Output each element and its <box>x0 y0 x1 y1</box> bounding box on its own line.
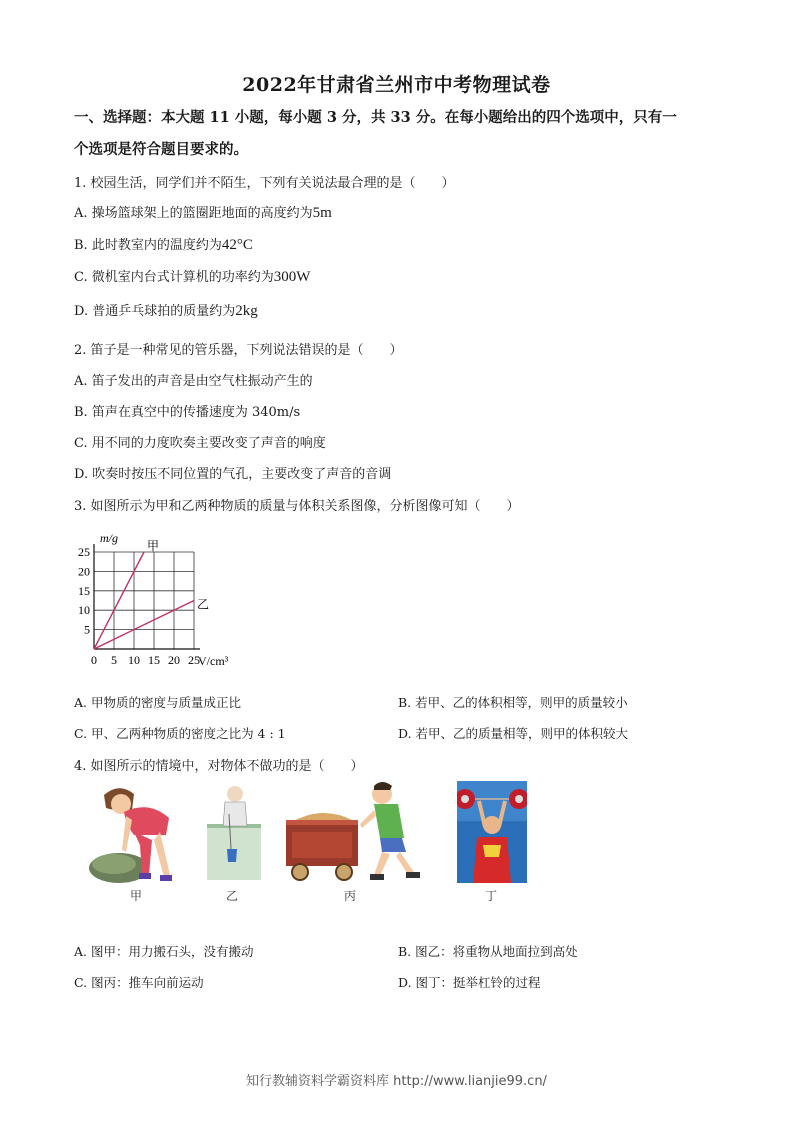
q1-option-a <box>74 202 332 222</box>
chart-y-tick-label: 25 <box>78 545 90 559</box>
q4-figure-ding-photo <box>457 781 527 883</box>
q4-option-b: B. 图乙：将重物从地面拉到高处 <box>398 944 578 959</box>
q4-figure-jia-illustration <box>74 780 184 885</box>
chart-x-tick-label: 15 <box>148 653 160 667</box>
q1-option-d-value: 2kg <box>235 303 258 319</box>
chart-x-axis-label: V/cm³ <box>198 654 229 668</box>
section-heading-line2: 个选项是符合题目要求的。 <box>74 141 248 158</box>
q1-option-b-text: B. 此时教室内的温度约为 <box>74 238 222 253</box>
q1-option-c <box>74 266 310 286</box>
page-title: 2022年甘肃省兰州市中考物理试卷 <box>242 74 551 96</box>
q3-option-d: D. 若甲、乙的质量相等，则甲的体积较大 <box>398 726 629 741</box>
section-heading <box>74 102 724 166</box>
chart-x-tick-label: 0 <box>91 653 97 667</box>
chart-series-label-jia: 甲 <box>147 539 160 553</box>
q3-mass-volume-chart <box>68 525 258 675</box>
q4-option-a: A. 图甲：用力搬石头，没有搬动 <box>74 944 254 959</box>
q2-stem: 2. 笛子是一种常见的管乐器，下列说法错误的是（ ） <box>74 343 403 358</box>
q4-figure-label-ding: 丁 <box>485 889 498 903</box>
q3-option-c: C. 甲、乙两种物质的密度之比为 4 : 1 <box>74 726 286 741</box>
chart-y-tick-label: 20 <box>78 564 90 579</box>
q2-option-c: C. 用不同的力度吹奏主要改变了声音的响度 <box>74 436 326 451</box>
q4-figure-label-jia: 甲 <box>130 889 143 903</box>
q3-stem: 3. 如图所示为甲和乙两种物质的质量与体积关系图像，分析图像可知（ ） <box>74 499 520 514</box>
chart-axes <box>94 544 200 649</box>
chart-y-tick-label: 5 <box>84 622 90 637</box>
q3-option-a: A. 甲物质的密度与质量成正比 <box>74 695 241 710</box>
q2-option-d: D. 吹奏时按压不同位置的气孔，主要改变了声音的音调 <box>74 467 392 482</box>
q1-option-c-value: 300W <box>273 269 311 285</box>
chart-series-label-yi: 乙 <box>197 597 210 612</box>
chart-series-line-yi <box>94 601 194 650</box>
q4-stem: 4. 如图所示的情境中，对物体不做功的是（ ） <box>74 759 364 774</box>
q1-option-c-text: C. 微机室内台式计算机的功率约为 <box>74 270 274 285</box>
q2-option-a: A. 笛子发出的声音是由空气柱振动产生的 <box>74 374 313 389</box>
chart-y-tick-label: 10 <box>78 603 90 618</box>
q2-option-b: B. 笛声在真空中的传播速度为 340m/s <box>74 405 301 420</box>
q1-option-b-value: 42°C <box>221 237 253 253</box>
chart-series-group <box>94 539 209 649</box>
q3-option-b: B. 若甲、乙的体积相等，则甲的质量较小 <box>398 695 628 710</box>
chart-y-tick-label: 15 <box>78 583 90 598</box>
q4-figure-bing-illustration <box>282 780 437 885</box>
q4-option-c: C. 图丙：推车向前运动 <box>74 975 204 990</box>
chart-x-tick-label: 25 <box>188 653 200 667</box>
chart-series-line-jia <box>94 552 144 649</box>
q1-option-a-value: 5m <box>312 205 332 221</box>
q1-option-d <box>74 300 258 320</box>
q1-option-d-text: D. 普通乒乓球拍的质量约为 <box>74 304 236 319</box>
q4-figure-label-bing: 丙 <box>344 889 357 903</box>
chart-x-tick-label: 10 <box>128 653 140 667</box>
chart-y-axis-label: m/g <box>100 531 118 545</box>
chart-x-tick-label: 5 <box>111 653 117 667</box>
q4-figure-label-yi: 乙 <box>226 889 239 903</box>
q4-option-d: D. 图丁：挺举杠铃的过程 <box>398 975 541 990</box>
q4-figure-yi-illustration <box>205 784 263 880</box>
q1-stem: 1. 校园生活，同学们并不陌生，下列有关说法最合理的是（ ） <box>74 176 455 191</box>
q1-option-b <box>74 234 253 254</box>
footer-source-link[interactable]: 知行教辅资料学霸资料库 http://www.lianjie99.cn/ <box>246 1074 547 1089</box>
chart-grid <box>94 552 194 649</box>
q1-option-a-text: A. 操场篮球架上的篮圈距地面的高度约为 <box>74 206 313 221</box>
chart-x-tick-label: 20 <box>168 653 180 667</box>
section-heading-line1: 一、选择题：本大题 11 小题，每小题 3 分，共 33 分。在每小题给出的四个选项中，只有一 <box>74 109 677 126</box>
